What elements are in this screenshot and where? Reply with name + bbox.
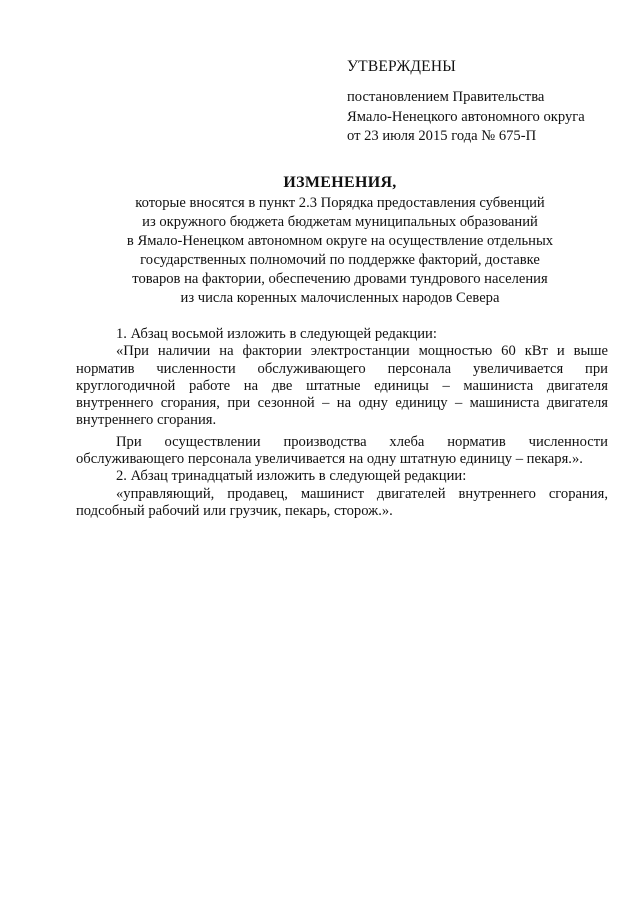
word: наличии xyxy=(157,343,211,360)
subtitle-line: государственных полномочий по поддержке факторий, доставке xyxy=(140,252,540,268)
paragraph-bread-line xyxy=(76,434,608,451)
word: две xyxy=(271,377,293,394)
word: двигателей xyxy=(376,485,446,502)
word: численности xyxy=(528,433,608,450)
word: штатные xyxy=(306,377,361,394)
approval-line-resolution: постановлением Правительства xyxy=(347,89,545,105)
word: производства xyxy=(283,433,367,450)
approval-line-date: от 23 июля 2015 года № 675-П xyxy=(347,128,537,144)
word: машинист xyxy=(300,485,364,502)
paragraph-1-quote-line xyxy=(76,343,608,360)
word: круглогодичной xyxy=(76,377,176,394)
word: и xyxy=(556,343,565,360)
word: выше xyxy=(573,343,608,360)
word: при xyxy=(227,395,251,412)
paragraph-1-quote-line: внутреннего сгорания. xyxy=(76,412,217,429)
document-body xyxy=(76,326,608,520)
subtitle-line: товаров на фактории, обеспечению дровами тундрового населения xyxy=(132,271,548,287)
word: мощностью xyxy=(418,343,493,360)
word: продавец, xyxy=(227,485,288,502)
word: осуществлении xyxy=(164,433,261,450)
paragraph-1-quote-line xyxy=(76,395,608,412)
document-heading xyxy=(60,172,620,308)
word: При xyxy=(116,433,142,450)
word: внутреннего xyxy=(76,395,154,412)
word: численности xyxy=(156,360,236,377)
word: двигателя xyxy=(546,395,608,412)
paragraph-bread-line: обслуживающего персонала увеличивается на одну штатную единицу – пекаря.». xyxy=(76,451,583,468)
subtitle-line: из окружного бюджета бюджетам муниципальных образований xyxy=(142,214,538,230)
word: двигателя xyxy=(546,377,608,394)
word: сезонной xyxy=(257,395,315,412)
subtitle-line: в Ямало-Ненецком автономном округе на осуществление отдельных xyxy=(126,233,554,249)
subtitle-line: которые вносятся в пункт 2.3 Порядка предоставления субвенций xyxy=(135,195,545,211)
approval-line-government: Ямало-Ненецкого автономного округа xyxy=(347,108,585,125)
word: работе xyxy=(188,377,231,394)
word: единицы xyxy=(374,377,429,394)
word: норматив xyxy=(447,433,506,450)
word: увеличивается xyxy=(472,360,564,377)
paragraph-1-intro: 1. Абзац восьмой изложить в следующей редакции: xyxy=(116,326,437,342)
word: норматив xyxy=(76,360,135,377)
word: персонала xyxy=(387,360,452,377)
approval-block xyxy=(347,56,627,147)
word: на xyxy=(243,377,259,394)
approval-title: УТВЕРЖДЕНЫ xyxy=(347,58,456,75)
paragraph-1-quote-line xyxy=(76,378,608,395)
word: машиниста xyxy=(463,377,534,394)
paragraph-2-quote-line xyxy=(76,486,608,503)
word: 60 xyxy=(501,343,516,360)
paragraph-1-quote-line xyxy=(76,361,608,378)
word: – xyxy=(442,377,450,394)
word: «управляющий, xyxy=(116,485,215,502)
word: при xyxy=(585,360,608,377)
word: единицу xyxy=(395,395,448,412)
paragraph-2-quote-line: подсобный рабочий или грузчик, пекарь, сторож.». xyxy=(76,502,393,519)
word: одну xyxy=(358,395,388,412)
subtitle-line: из числа коренных малочисленных народов Севера xyxy=(180,290,500,306)
word: кВт xyxy=(524,343,548,360)
word: электростанции xyxy=(310,343,410,360)
word: на xyxy=(336,395,352,412)
word: – xyxy=(454,395,463,412)
word: хлеба xyxy=(389,433,425,450)
word: машиниста xyxy=(469,395,540,412)
word: обслуживающего xyxy=(257,360,366,377)
paragraph-2-intro: 2. Абзац тринадцатый изложить в следующей редакции: xyxy=(116,468,467,485)
word: сгорания, xyxy=(548,485,608,502)
word: на xyxy=(219,343,234,360)
word: – xyxy=(322,395,330,412)
document-title: ИЗМЕНЕНИЯ, xyxy=(283,174,397,191)
word: «При xyxy=(116,343,149,360)
word: внутреннего xyxy=(458,485,536,502)
word: фактории xyxy=(242,343,302,360)
word: сгорания, xyxy=(160,395,220,412)
